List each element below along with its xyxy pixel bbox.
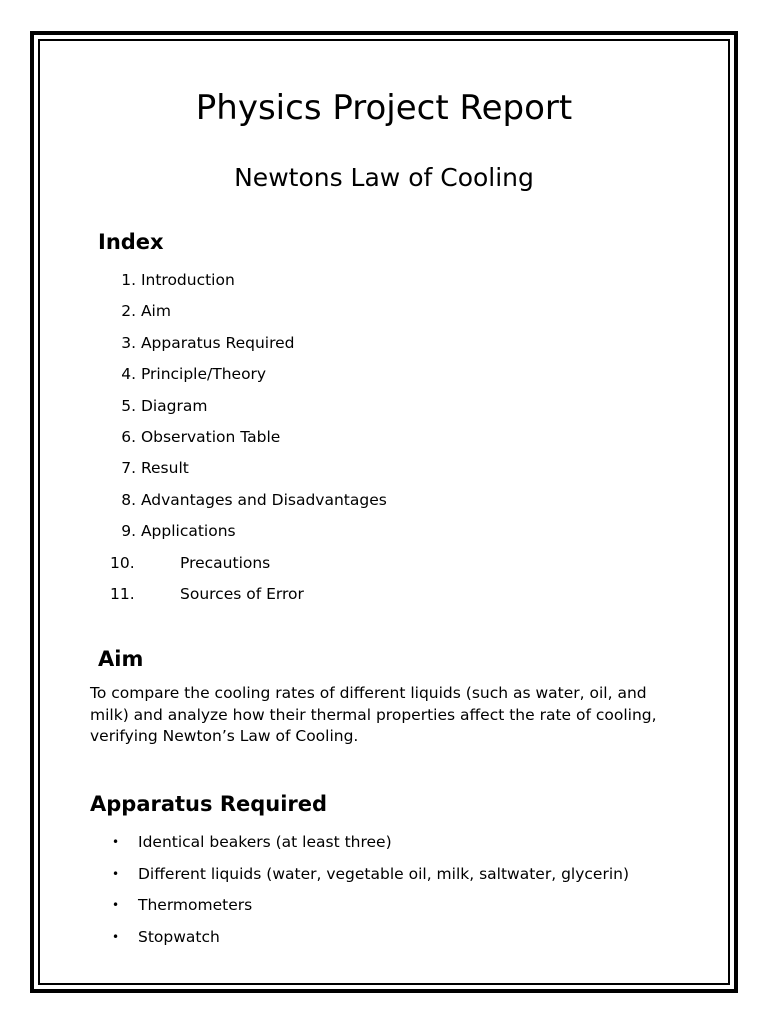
bullet-dot-icon: • <box>112 835 120 849</box>
apparatus-item-label: Different liquids (water, vegetable oil, milk, saltwater, glycerin) <box>138 864 629 883</box>
apparatus-list <box>110 827 629 953</box>
bullet-dot-icon: • <box>112 866 120 881</box>
index-number: 3. <box>121 333 136 352</box>
index-item <box>110 548 387 579</box>
bullet-dot-icon: • <box>112 929 120 944</box>
index-number: 9. <box>121 522 136 541</box>
aim-paragraph: To compare the cooling rates of different liquids (such as water, oil, and milk) and analyze how their thermal properties affect the rate of cooling, verifying Newton’s Law of Cooling. <box>90 684 657 745</box>
index-number: 2. <box>121 302 136 321</box>
index-number: 5. <box>121 396 136 415</box>
index-number: 10. <box>110 553 135 572</box>
index-number: 11. <box>110 584 135 603</box>
index-item <box>110 265 387 296</box>
index-label: Applications <box>140 522 236 541</box>
index-item <box>110 422 387 453</box>
index-label: Introduction <box>140 271 235 289</box>
index-heading: Index <box>98 230 164 254</box>
index-label: Result <box>140 459 189 478</box>
apparatus-item-label: Stopwatch <box>138 927 220 946</box>
apparatus-item <box>110 922 629 954</box>
index-label: Principle/Theory <box>140 365 267 384</box>
index-item <box>110 328 387 359</box>
index-label: Precautions <box>180 553 271 572</box>
index-label: Diagram <box>140 396 208 415</box>
apparatus-heading: Apparatus Required <box>90 792 328 816</box>
apparatus-item-label: Identical beakers (at least three) <box>138 833 392 851</box>
index-number: 7. <box>121 459 136 478</box>
page-title: Physics Project Report <box>195 88 573 128</box>
page-subtitle: Newtons Law of Cooling <box>234 163 534 192</box>
apparatus-item <box>110 859 629 891</box>
index-label: Sources of Error <box>180 584 304 603</box>
index-label: Apparatus Required <box>140 333 295 352</box>
index-item <box>110 296 387 327</box>
index-number: 4. <box>121 365 136 384</box>
index-item <box>110 485 387 516</box>
index-item <box>110 579 387 610</box>
index-number: 1. <box>121 271 136 289</box>
aim-heading: Aim <box>98 647 144 671</box>
bullet-dot-icon: • <box>112 898 120 913</box>
index-item <box>110 391 387 422</box>
apparatus-item-label: Thermometers <box>138 896 253 915</box>
index-item <box>110 359 387 390</box>
index-label: Observation Table <box>140 427 281 446</box>
index-number: 8. <box>121 490 136 509</box>
index-number: 6. <box>121 427 136 446</box>
apparatus-item <box>110 890 629 922</box>
index-label: Advantages and Disadvantages <box>140 490 387 509</box>
index-item <box>110 453 387 484</box>
apparatus-item <box>110 827 629 859</box>
index-label: Aim <box>140 302 171 321</box>
index-list <box>110 265 387 610</box>
index-item <box>110 516 387 547</box>
